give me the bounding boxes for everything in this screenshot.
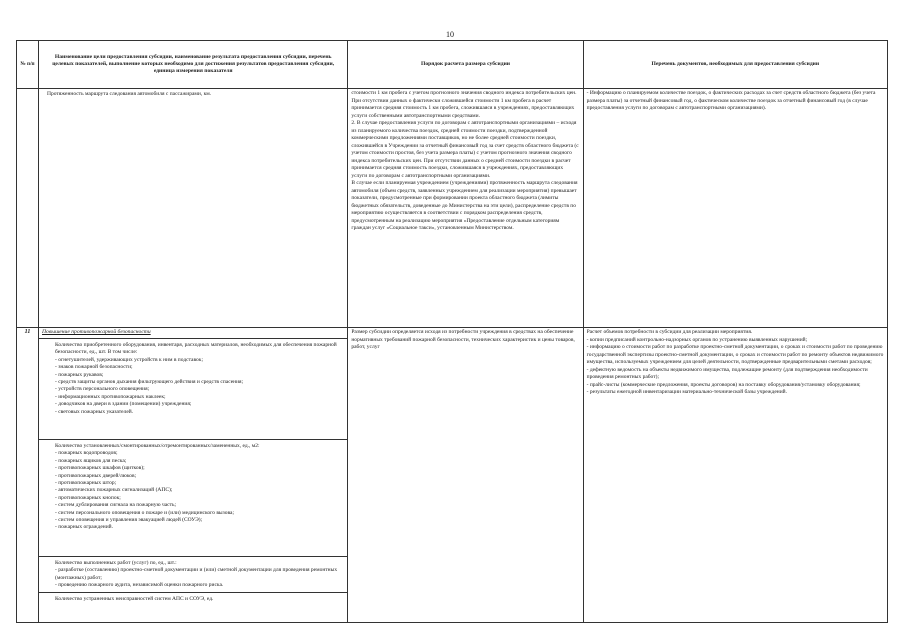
list-item: - автоматических пожарных сигнализаций (АПС);: [55, 487, 173, 494]
list-item: - огнетушителей, удерживающих устройств к ним в подставок;: [55, 356, 203, 363]
indicator-block-works: [39, 556, 347, 592]
list-item: - противопожарных дверей/люков;: [55, 472, 137, 479]
row2-docs-cell: [583, 328, 887, 623]
list-item: - противопожарных шкафов (щитков);: [55, 465, 145, 472]
subsidy-table: [16, 40, 888, 623]
list-item: - систем оповещения и управления эвакуацией людей (СОУЭ);: [55, 517, 203, 524]
list-item: - доводчиков на двери в здании (помещении) учреждения;: [55, 401, 192, 408]
indicator-block-repairs: [39, 592, 347, 607]
row1-calc: стоимости 1 км пробега с учетом прогнозного значения сводного индекса потребительских цен. При отсутствии данных о фактически сложившейся стоимости 1 км пробега в расчет принимается средняя стоимость 1 км пробега, сложившаяся в учреждениях, предоставляющих услуги собственными автотранспортными средствами. 2. В случае предоставления услуги по договорам с автотранспортными организациями – исходя из планируемого количества поездок, средней стоимости поездки, подтвержденной коммерческими предложениями поставщиков, но не более средней стоимости поездки, сложившейся в Учреждении за отчетный финансовый год за счет средств областного бюджета (с учетом стоимости простоя, без учета размера платы) с учетом прогнозного значения сводного индекса потребительских цен. При отсутствии данных о средней стоимости поездки в расчет принимается средняя стоимость поездки, сложившаяся в учреждениях, предоставляющих услуги по договорам с автотранспортными организациями. В случае если планируемая учреждением (учреждениями) протяженность маршрута следования автомобиля (объем средств, заявленных учреждением для реализации мероприятия) превышает показатели, предусмотренные при формировании проекта областного бюджета (лимиты бюджетных обязательств, доведенные до Министерства на эти цели), распределение средств по мероприятию осуществляется в соответствии с порядком распределения средств, предусмотренным на реализацию мероприятия «Предоставление отдельным категориям граждан услуг «Социальное такси», установленным Министерством.: [351, 90, 579, 231]
block2-head: Количество установленных/смонтированных/отремонтированных/замененных, ед., м2:: [55, 443, 260, 449]
list-item: - противопожарных штор;: [55, 480, 117, 487]
row1-docs: - Информацию о планируемом количестве поездок, о фактических расходах за счет средств областного бюджета (без учета размера платы) за отчетный финансовый год, о фактическом количестве поездок за отчетный финансовый год (в случае предоставления услуги по договорам с автотранспортными организациями).: [586, 90, 876, 111]
section-title: Повышение противопожарной безопасности: [42, 329, 151, 335]
list-item: - информационных противопожарных наклеек;: [55, 393, 166, 400]
table-row: [17, 89, 888, 328]
page-number: 10: [446, 30, 454, 39]
row2-number: 11: [24, 329, 31, 335]
row2-number-cell: [17, 328, 39, 623]
list-item: - пожарных ограждений.: [55, 524, 113, 531]
header-calc: Порядок расчета размера субсидии: [348, 41, 583, 89]
row2-calc-cell: [348, 328, 583, 623]
row2-docs: Расчет объемов потребности в субсидии для реализации мероприятия. - копии предписаний контрольно-надзорных органов по устранению выявленных нарушений; - информацию о стоимости работ по разработке проектно-сметной документации, о сроках и стоимости работ по проведению государственной экспертизы проектно-сметной документации, о сроках и стоимости работ по ремонту объектов недвижимого имущества, используемых учреждением для целей деятельности, подтвержденные предварительными сметами расходов; - дефектную ведомость на объекты недвижимого имущества, подлежащие ремонту (для подтверждения необходимости проведения ремонтных работ); - прайс-листы (коммерческие предложения, проекты договоров) на поставку оборудования/установку оборудования; - результаты ежегодной инвентаризации материально-технической базы учреждений.: [586, 329, 884, 395]
header-row: [17, 41, 888, 89]
table-row: [17, 328, 888, 623]
block1-head: Количество приобретенного оборудования, инвентаря, расходных материалов, необходимых для обеспечения пожарной безопасности, ед., шт. В том числе:: [55, 342, 337, 356]
row2-calc: Размер субсидии определяется исходя из потребности учреждения в средствах на обеспечение нормативных требований пожарной безопасности, технических характеристик и цены товаров, работ, услуг: [351, 329, 575, 350]
list-item: - пожарных ящиков для песка;: [55, 457, 127, 464]
list-item: - знаков пожарной безопасности;: [55, 364, 133, 371]
list-item: - средств защиты органов дыхания фильтрующего действия и средств спасения;: [55, 379, 244, 386]
row1-calc-cell: [348, 89, 583, 328]
block3-head: Количество выполненных работ (услуг) по, ед., шт.:: [55, 560, 177, 566]
list-item: - световых пожарных указателей.: [55, 408, 134, 415]
list-item: - проведению пожарного аудита, независимой оценки пожарного риска.: [55, 582, 224, 589]
header-no: № п/п: [17, 41, 39, 89]
header-docs: Перечень документов, необходимых для предоставления субсидии: [583, 41, 887, 89]
list-item: - пожарных рукавов;: [55, 371, 104, 378]
row1-name-cell: [39, 89, 348, 328]
header-name: Наименование цели предоставления субсидии, наименование результата предоставления субсидии, перечень целевых показателей, выполнение которых необходимо для достижения результатов предоставления субсидии, единица измерения показателя: [39, 41, 348, 89]
list-item: - систем дублирования сигнала на пожарную часть;: [55, 502, 177, 509]
row1-docs-cell: [583, 89, 887, 328]
list-item: - противопожарных кнопок;: [55, 494, 121, 501]
indicator-block-installed: [39, 439, 347, 556]
block4-head: Количество устраненных неисправностей систем АПС и СОУЭ, ед.: [55, 596, 214, 602]
list-item: - пожарных водопроводов;: [55, 450, 118, 457]
row2-name-cell: [39, 328, 348, 623]
row1-number: [17, 89, 39, 328]
row1-name: Протяженность маршрута следования автомобиля с пассажирами, км.: [47, 91, 212, 97]
list-item: - разработке (составлению) проектно-сметной документации и (или) сметной документации для проведения ремонтных (монтажных) работ;: [55, 567, 338, 581]
indicator-block-equipment: [39, 338, 347, 439]
list-item: - систем персонального оповещения о пожаре и (или) медицинского вызова;: [55, 509, 235, 516]
list-item: - устройств персонального оповещения;: [55, 386, 150, 393]
